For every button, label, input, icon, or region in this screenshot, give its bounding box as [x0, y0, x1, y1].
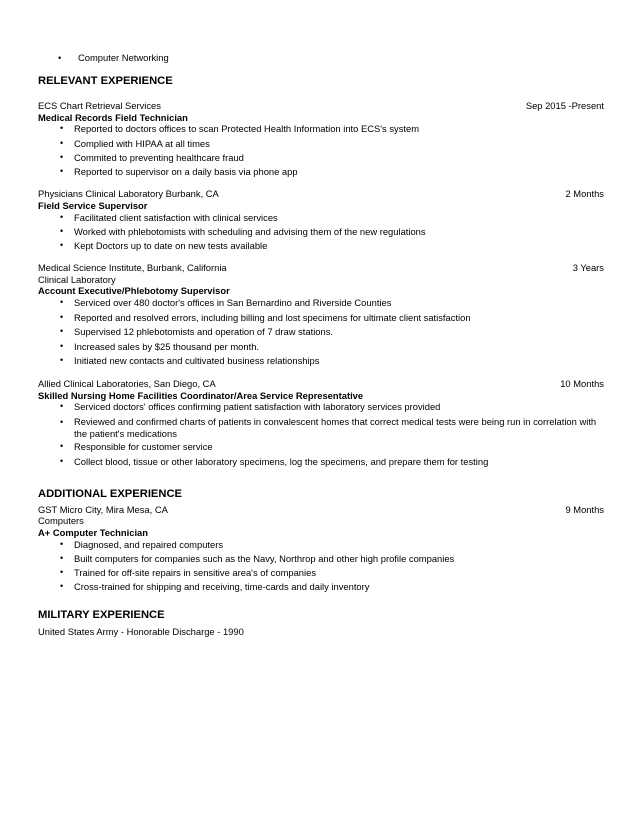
bullet-icon: •: [60, 151, 64, 162]
job-role: Account Executive/Phlebotomy Supervisor: [38, 285, 230, 297]
job-role: Skilled Nursing Home Facilities Coordinator/Area Service Representative: [38, 389, 364, 401]
bullet-icon: •: [60, 137, 64, 148]
bullet-icon: •: [60, 123, 64, 134]
bullet-icon: •: [60, 225, 64, 236]
list-item: • Worked with phlebotomists with scheduling and advising them of the new regulations: [60, 225, 426, 237]
job-entry: [38, 100, 604, 178]
bullet-icon: •: [60, 416, 64, 427]
bullet-icon: •: [60, 165, 64, 176]
employer: GST Micro City, Mira Mesa, CA: [38, 503, 168, 515]
resume-page: [38, 52, 604, 637]
bullet-icon: •: [60, 553, 64, 563]
duration: Sep 2015 -Present: [525, 100, 604, 111]
bullet-list: [38, 297, 604, 368]
job-entry: [38, 378, 604, 468]
employer: Medical Science Institute, Burbank, California: [38, 262, 227, 274]
list-item: • Trained for off-site repairs in sensitive area's of companies: [60, 567, 317, 579]
list-item: • Responsible for customer service: [60, 441, 213, 453]
bullet-icon: •: [60, 441, 64, 452]
list-item: • Facilitated client satisfaction with clinical services: [60, 211, 278, 223]
list-item: • Commited to preventing healthcare fraud: [60, 151, 244, 163]
job-entry: [38, 262, 604, 368]
employer: Physicians Clinical Laboratory Burbank, CA: [38, 188, 219, 200]
bullet-icon: •: [60, 211, 64, 222]
bullet-icon: •: [60, 567, 64, 578]
job-entry: [38, 504, 604, 594]
military-line: United States Army - Honorable Discharge - 1990: [38, 625, 244, 637]
list-item: [38, 52, 604, 66]
job-role: Medical Records Field Technician: [38, 111, 188, 123]
employer-subtitle: Computers: [38, 515, 84, 527]
list-item: • Reported to doctors offices to scan Protected Health Information into ECS's system: [60, 123, 420, 135]
bullet-list: [38, 123, 604, 178]
employer: Allied Clinical Laboratories, San Diego, CA: [38, 378, 216, 390]
list-item: • Reported and resolved errors, including billing and lost specimens for ultimate client satisfaction: [60, 311, 471, 323]
duration: 9 Months: [565, 503, 604, 515]
section-title-additional: ADDITIONAL EXPERIENCE: [38, 487, 183, 500]
section-title-relevant: RELEVANT EXPERIENCE: [38, 75, 173, 87]
bullet-icon: •: [60, 326, 64, 337]
bullet-list: [38, 401, 604, 468]
bullet-icon: •: [60, 401, 64, 412]
section-title-military: MILITARY EXPERIENCE: [38, 608, 165, 621]
job-role: Field Service Supervisor: [38, 199, 148, 211]
bullet-icon: •: [60, 311, 64, 322]
duration: 10 Months: [560, 378, 604, 390]
bullet-icon: •: [60, 340, 64, 351]
list-item: • Collect blood, tissue or other laboratory specimens, log the specimens, and prepare them for testing: [60, 455, 489, 467]
bullet-icon: •: [60, 538, 64, 549]
employer: ECS Chart Retrieval Services: [38, 100, 161, 111]
list-item: • Kept Doctors up to date on new tests available: [60, 239, 268, 251]
bullet-icon: •: [60, 239, 64, 250]
list-item: • Diagnosed, and repaired computers: [60, 538, 224, 550]
list-item: • Cross-trained for shipping and receiving, time-cards and daily inventory: [60, 581, 370, 593]
list-item: • Supervised 12 phlebotomists and operation of 7 draw stations.: [60, 326, 334, 338]
skill-text: Computer Networking: [78, 52, 169, 63]
list-item: • Serviced doctors' offices confirming patient satisfaction with laboratory services provided: [60, 401, 441, 413]
bullet-icon: •: [60, 581, 64, 592]
duration: 2 Months: [565, 188, 604, 200]
bullet-icon: •: [60, 297, 64, 308]
list-item: • Increased sales by $25 thousand per month.: [60, 340, 260, 352]
bullet-list: [38, 212, 604, 253]
bullet-list: [38, 539, 604, 594]
list-item: • Built computers for companies such as the Navy, Northrop and other high profile companies: [60, 553, 455, 564]
list-item: • Reviewed and confirmed charts of patients in convalescent homes that correct medical tests were being run in correlation with the patient's medications: [60, 415, 597, 439]
list-item: • Reported to supervisor on a daily basis via phone app: [60, 165, 298, 177]
bullet-icon: •: [60, 455, 64, 466]
list-item: • Complied with HIPAA at all times: [60, 137, 210, 149]
duration: 3 Years: [572, 262, 604, 274]
bullet-icon: •: [60, 355, 64, 366]
employer-subtitle: Clinical Laboratory: [38, 273, 116, 285]
list-item: • Initiated new contacts and cultivated business relationships: [60, 355, 320, 367]
bullet-icon: •: [58, 52, 62, 63]
job-role: A+ Computer Technician: [38, 527, 148, 539]
job-entry: [38, 188, 604, 252]
list-item: • Serviced over 480 doctor's offices in San Bernardino and Riverside Counties: [60, 297, 392, 309]
